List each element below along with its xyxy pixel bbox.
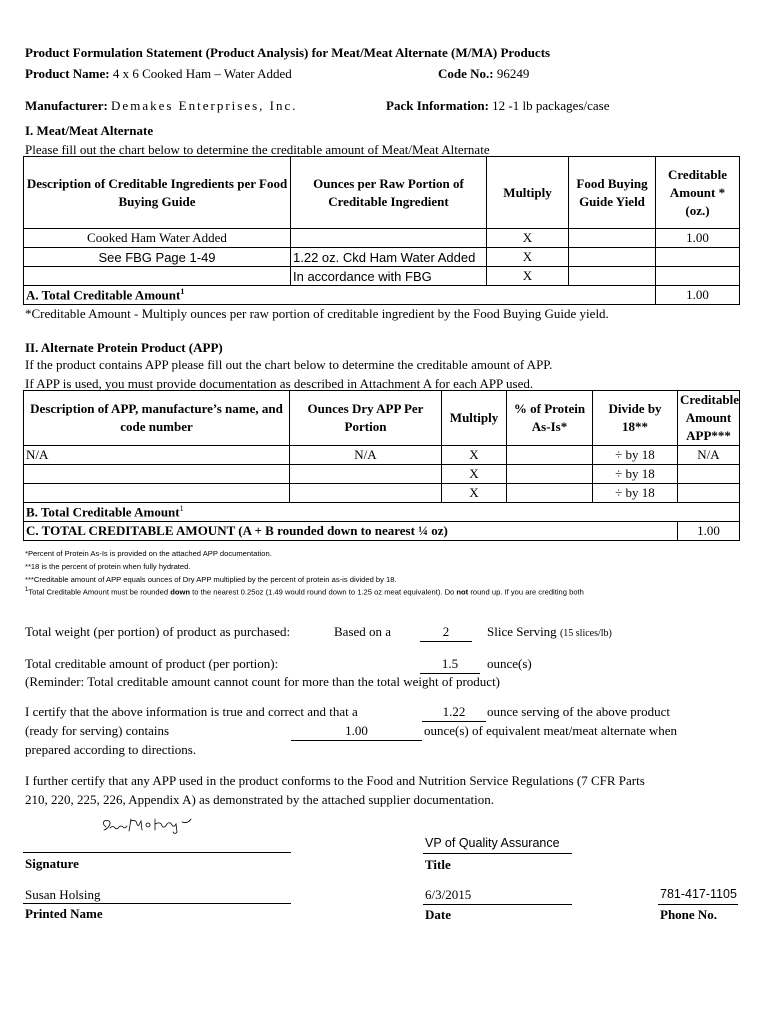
row-amount (678, 484, 740, 503)
product-name-line (25, 66, 292, 82)
table-row (24, 484, 740, 503)
col-app-ounces: Ounces Dry APP Per Portion (290, 391, 442, 446)
row-amount: N/A (678, 446, 740, 465)
phone-label: Phone No. (660, 907, 718, 922)
row-div: ÷ by 18 (593, 465, 678, 484)
signature-label: Signature (25, 856, 79, 871)
total-b-text: B. Total Creditable Amount (26, 504, 180, 520)
slice-serving-label: Slice Serving (487, 624, 557, 639)
row-desc: Cooked Ham Water Added (24, 229, 291, 248)
row-mult: X (487, 229, 569, 248)
reminder-text: (Reminder: Total creditable amount cannot count for more than the total weight of product) (25, 674, 501, 689)
col-app-multiply: Multiply (442, 391, 507, 446)
col-app-protein: % of Protein As-Is* (507, 391, 593, 446)
note-2: **18 is the percent of protein when fully hydrated. (25, 562, 191, 571)
total-a-text: A. Total Creditable Amount (26, 287, 181, 303)
equiv-value: 1.00 (345, 723, 368, 738)
row-ounces: 1.22 oz. Ckd Ham Water Added (291, 248, 487, 267)
total-a-label (24, 286, 656, 305)
row-pct (507, 446, 593, 465)
row-ounces (291, 229, 487, 248)
printed-name-line (23, 903, 291, 904)
code-label: Code No.: (438, 66, 494, 81)
row-ounces: In accordance with FBG (291, 267, 487, 286)
total-c-value: 1.00 (678, 522, 740, 541)
row-yield (569, 248, 656, 267)
total-c-label: C. TOTAL CREDITABLE AMOUNT (A + B rounded down to nearest ¼ oz) (24, 522, 678, 541)
note-3: ***Creditable amount of APP equals ounces of Dry APP multiplied by the percent of protein as-is divided by 18. (25, 575, 397, 584)
note-4 (25, 587, 584, 597)
meat-table-header (24, 157, 740, 229)
certify-line2: (ready for serving) contains (25, 723, 170, 738)
total-a-value: 1.00 (656, 286, 740, 305)
printed-name-label: Printed Name (25, 906, 103, 921)
serving-underline (422, 721, 486, 722)
row-amount: 1.00 (656, 229, 740, 248)
row-yield (569, 267, 656, 286)
equiv-text: ounce(s) of equivalent meat/meat alternate when (424, 723, 678, 738)
meat-table (23, 156, 740, 305)
row-mult: X (442, 484, 507, 503)
total-c-row (24, 522, 740, 541)
app-table-header (24, 391, 740, 446)
credit-value: 1.5 (441, 656, 459, 671)
title-label: Title (425, 857, 451, 872)
certify-line1: I certify that the above information is true and correct and that a (25, 704, 358, 719)
note-4-a: Total Creditable Amount must be rounded (28, 587, 171, 597)
table-row (24, 465, 740, 484)
row-mult: X (442, 446, 507, 465)
phone-value: 781-417-1105 (660, 887, 737, 901)
total-a-row (24, 286, 740, 305)
product-name-value: 4 x 6 Cooked Ham – Water Added (112, 66, 292, 81)
table-row (24, 446, 740, 465)
pack-value: 12 -1 lb packages/case (492, 98, 610, 113)
row-ounces (290, 484, 442, 503)
col-app-amount: Creditable Amount APP*** (678, 391, 740, 446)
phone-line (658, 904, 738, 905)
handwritten-signature (98, 813, 198, 839)
total-a-sup: 1 (180, 286, 185, 296)
further-line1: I further certify that any APP used in the product conforms to the Food and Nutrition Service Regulations (7 CFR Parts (25, 773, 645, 788)
code-line (438, 66, 529, 82)
app-table (23, 390, 740, 541)
slice-serving-line (487, 624, 612, 640)
note-1: *Percent of Protein As-Is is provided on the attached APP documentation. (25, 549, 272, 558)
row-div: ÷ by 18 (593, 484, 678, 503)
col-ounces: Ounces per Raw Portion of Creditable Ingredient (291, 157, 487, 229)
printed-name-value: Susan Holsing (25, 887, 101, 902)
row-yield (569, 229, 656, 248)
col-multiply: Multiply (487, 157, 569, 229)
title-value: VP of Quality Assurance (425, 836, 560, 850)
total-b-sup: 1 (179, 503, 184, 513)
credit-unit: ounce(s) (487, 656, 532, 671)
table-row (24, 248, 740, 267)
date-line (423, 904, 572, 905)
row-ounces: N/A (290, 446, 442, 465)
row-desc (24, 267, 291, 286)
weight-value: 2 (442, 624, 450, 639)
manufacturer-label: Manufacturer: (25, 98, 108, 113)
weight-label: Total weight (per portion) of product as purchased: (25, 624, 291, 639)
date-label: Date (425, 907, 451, 922)
row-div: ÷ by 18 (593, 446, 678, 465)
code-value: 96249 (496, 66, 530, 81)
col-app-description: Description of APP, manufacture’s name, and code number (24, 391, 290, 446)
signature-line (23, 852, 291, 853)
col-amount: Creditable Amount * (oz.) (656, 157, 740, 229)
form-title: Product Formulation Statement (Product Analysis) for Meat/Meat Alternate (M/MA) Products (25, 45, 551, 60)
total-b-row (24, 503, 740, 522)
note-4-down: down (170, 587, 191, 597)
row-mult: X (487, 267, 569, 286)
row-mult: X (442, 465, 507, 484)
serving-text: ounce serving of the above product (487, 704, 671, 719)
row-desc (24, 465, 290, 484)
col-yield: Food Buying Guide Yield (569, 157, 656, 229)
weight-underline (420, 641, 472, 642)
row-amount (656, 248, 740, 267)
table-row (24, 229, 740, 248)
pack-line (386, 98, 609, 114)
note-4-sup: 1 (25, 587, 29, 593)
based-on-label: Based on a (334, 624, 392, 639)
section2-line1: If the product contains APP please fill out the chart below to determine the creditable amount of APP. (25, 357, 553, 372)
note-4-not: not (456, 587, 469, 597)
note-4-c: round up. If you are crediting both (468, 587, 584, 597)
section2-heading: II. Alternate Protein Product (APP) (25, 340, 223, 355)
slice-note: (15 slices/lb) (559, 628, 612, 639)
further-line2: 210, 220, 225, 226, Appendix A) as demonstrated by the attached supplier documentation. (25, 792, 494, 807)
manufacturer-line (25, 98, 298, 114)
row-amount (678, 465, 740, 484)
serving-value: 1.22 (442, 704, 466, 719)
row-amount (656, 267, 740, 286)
pack-label: Pack Information: (386, 98, 489, 113)
table-row (24, 267, 740, 286)
equiv-underline (291, 740, 422, 741)
row-desc (24, 484, 290, 503)
manufacturer-value: Demakes Enterprises, Inc. (111, 98, 298, 113)
row-desc: See FBG Page 1-49 (24, 248, 291, 267)
col-app-divide: Divide by 18** (593, 391, 678, 446)
date-value: 6/3/2015 (425, 887, 472, 902)
row-ounces (290, 465, 442, 484)
product-name-label: Product Name: (25, 66, 110, 81)
row-mult: X (487, 248, 569, 267)
row-desc: N/A (24, 446, 290, 465)
title-line (423, 853, 572, 854)
note-4-b: to the nearest 0.25oz (1.49 would round down to 1.25 oz meat equivalent). Do (190, 587, 457, 597)
section1-footnote: *Creditable Amount - Multiply ounces per raw portion of creditable ingredient by the Food Buying Guide yield. (25, 306, 609, 321)
row-pct (507, 484, 593, 503)
section1-instruction: Please fill out the chart below to determine the creditable amount of Meat/Meat Alternate (25, 142, 490, 157)
section2-line2: If APP is used, you must provide documentation as described in Attachment A for each APP used. (25, 376, 534, 391)
col-description: Description of Creditable Ingredients per Food Buying Guide (24, 157, 291, 229)
certify-line3: prepared according to directions. (25, 742, 197, 757)
row-pct (507, 465, 593, 484)
section1-heading: I. Meat/Meat Alternate (25, 123, 154, 138)
total-b-label (24, 503, 740, 522)
credit-label: Total creditable amount of product (per portion): (25, 656, 279, 671)
